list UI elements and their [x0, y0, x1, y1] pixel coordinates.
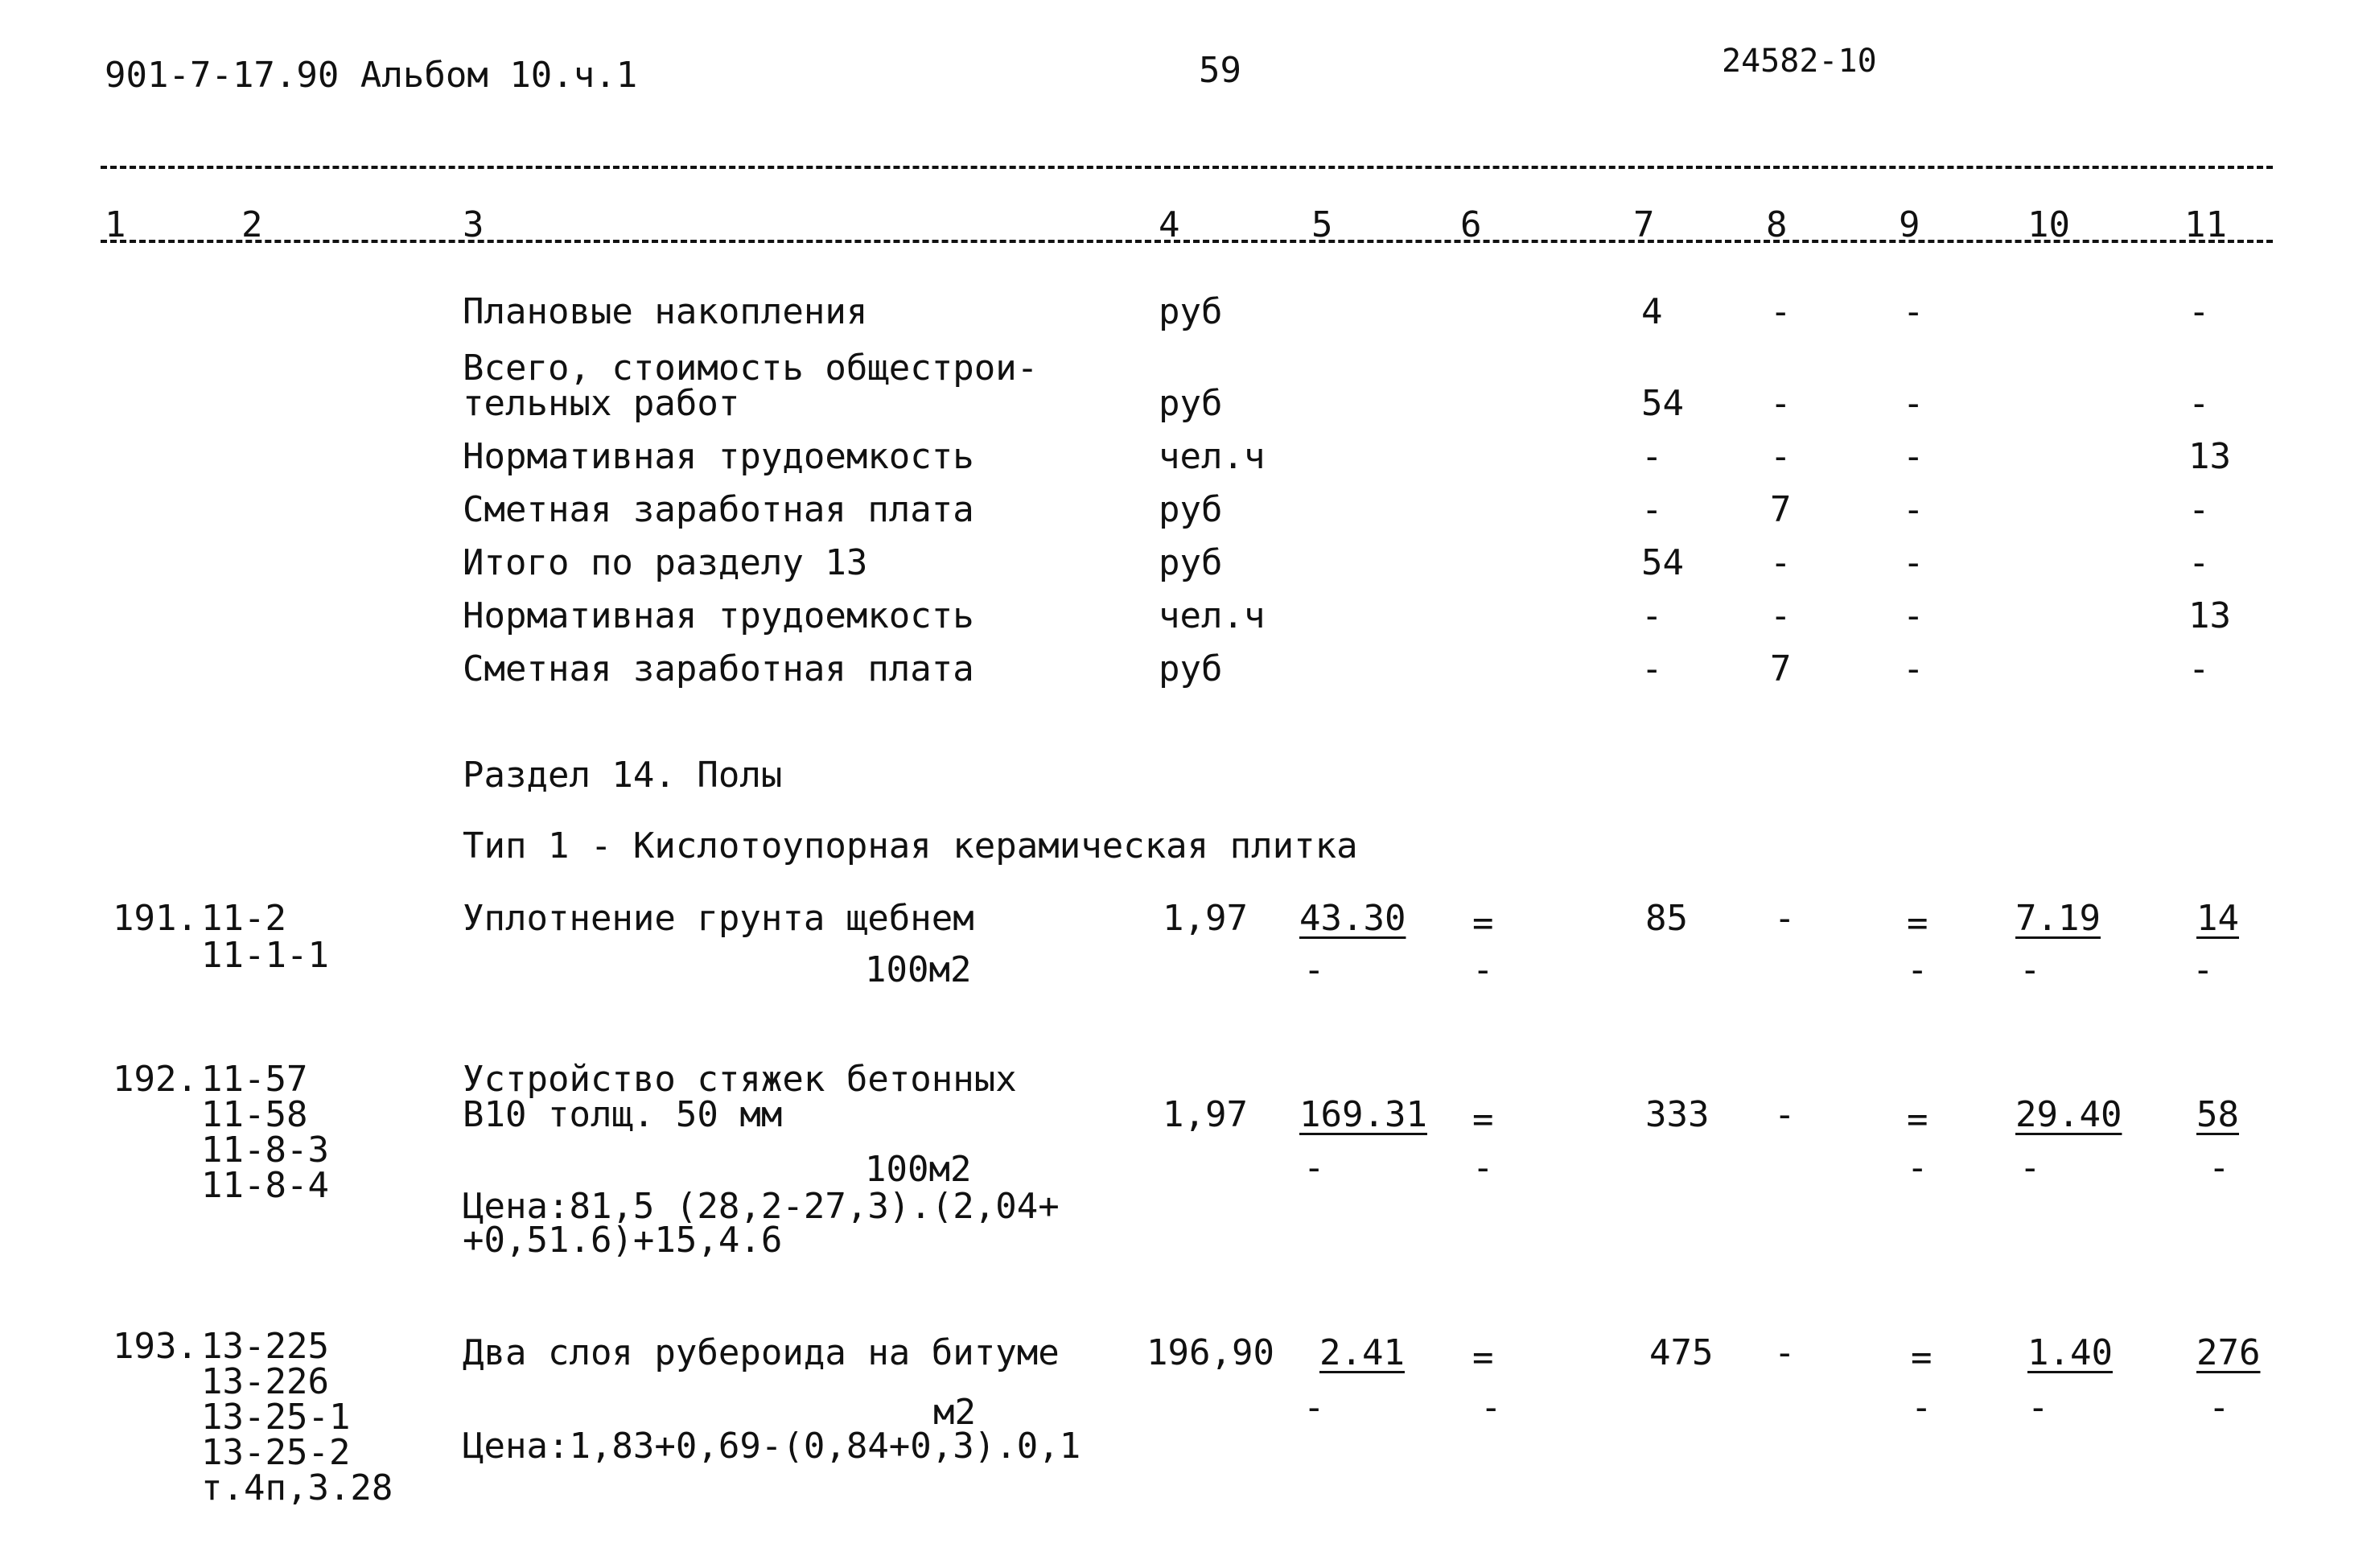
item-unit: м2	[933, 1392, 976, 1433]
item-code: 13-25-2	[201, 1432, 351, 1473]
row-unit: руб	[1159, 383, 1223, 424]
col-8: 8	[1766, 204, 1788, 245]
item-code: 11-58	[201, 1094, 308, 1135]
document-code: 901-7-17.90 Альбом 10.ч.1	[105, 55, 638, 96]
row-c7: 4	[1641, 291, 1663, 332]
item-c10: 7.19	[2015, 898, 2101, 939]
item-c9: =	[1911, 1337, 1933, 1378]
item-code: 11-8-4	[201, 1165, 329, 1206]
row-unit: чел.ч	[1159, 595, 1266, 636]
item-price: Цена:1,83+0,69-(0,84+0,3).0,1	[463, 1426, 1081, 1467]
row-name: Всего, стоимость общестрои-	[463, 348, 1039, 389]
col-11: 11	[2184, 204, 2227, 245]
row-c7: 54	[1641, 383, 1684, 424]
item-c9: =	[1907, 1099, 1928, 1140]
row-c8: 7	[1770, 648, 1792, 689]
item-description-cont: В10 толщ. 50 мм	[463, 1094, 783, 1135]
item-code: 11-1-1	[201, 935, 329, 976]
row-unit: руб	[1159, 489, 1223, 530]
row-name-cont: тельных работ	[463, 383, 740, 424]
row-name: Нормативная трудоемкость	[463, 436, 974, 477]
item-code: 13-225	[201, 1326, 329, 1367]
item-c11b: -	[2208, 1147, 2230, 1188]
item-codes	[201, 1059, 329, 1206]
row-c9: -	[1903, 383, 1924, 424]
col-4: 4	[1159, 204, 1180, 245]
item-c5b: -	[1303, 1147, 1325, 1188]
row-unit: руб	[1159, 291, 1223, 332]
col-1: 1	[105, 204, 126, 245]
item-c6: =	[1472, 903, 1494, 944]
item-c7: 475	[1649, 1332, 1714, 1373]
item-number: 192.	[113, 1059, 198, 1100]
item-codes	[201, 1326, 393, 1508]
item-number: 191.	[113, 898, 198, 939]
item-c6b: -	[1472, 1147, 1494, 1188]
item-c11b: -	[2208, 1387, 2230, 1428]
item-codes	[201, 898, 329, 976]
item-quantity: 1,97	[1163, 898, 1248, 939]
row-c8: -	[1770, 436, 1792, 477]
item-quantity: 1,97	[1163, 1094, 1248, 1135]
item-c6: =	[1472, 1099, 1494, 1140]
col-6: 6	[1460, 204, 1482, 245]
row-c11: 13	[2188, 595, 2231, 636]
item-c11: 14	[2196, 898, 2239, 939]
item-c6: =	[1472, 1337, 1494, 1378]
row-c9: -	[1903, 436, 1924, 477]
row-c7: -	[1641, 436, 1663, 477]
row-c11: 13	[2188, 436, 2231, 477]
table-header-rule	[101, 240, 2273, 243]
row-name: Плановые накопления	[463, 291, 868, 332]
item-c8: -	[1774, 898, 1796, 939]
row-c8: -	[1770, 542, 1792, 583]
row-c8: 7	[1770, 489, 1792, 530]
col-2: 2	[241, 204, 263, 245]
item-c9b: -	[1907, 1147, 1928, 1188]
item-c7: 85	[1645, 898, 1688, 939]
item-c6b: -	[1472, 949, 1494, 990]
item-c8: -	[1774, 1332, 1796, 1373]
item-c10b: -	[2027, 1387, 2049, 1428]
col-5: 5	[1311, 204, 1333, 245]
row-c11: -	[2188, 291, 2210, 332]
section-title: Раздел 14. Полы	[463, 755, 783, 796]
row-c8: -	[1770, 291, 1792, 332]
item-c10b: -	[2019, 949, 2041, 990]
col-9: 9	[1899, 204, 1920, 245]
row-name: Сметная заработная плата	[463, 489, 974, 530]
item-c8: -	[1774, 1094, 1796, 1135]
item-description: Уплотнение грунта щебнем	[463, 898, 974, 939]
row-name: Нормативная трудоемкость	[463, 595, 974, 636]
row-c11: -	[2188, 489, 2210, 530]
item-c10b: -	[2019, 1147, 2041, 1188]
row-name: Итого по разделу 13	[463, 542, 868, 583]
item-c9b: -	[1911, 1387, 1933, 1428]
item-c5: 43.30	[1299, 898, 1406, 939]
row-c11: -	[2188, 383, 2210, 424]
table-top-rule	[101, 166, 2273, 169]
row-c9: -	[1903, 291, 1924, 332]
item-c5: 169.31	[1299, 1094, 1427, 1135]
item-c6b: -	[1480, 1387, 1502, 1428]
row-c7: -	[1641, 595, 1663, 636]
col-7: 7	[1633, 204, 1655, 245]
item-quantity: 196,90	[1146, 1332, 1274, 1373]
row-unit: руб	[1159, 648, 1223, 689]
row-c7: -	[1641, 489, 1663, 530]
item-c5: 2.41	[1319, 1332, 1405, 1373]
item-code: 11-57	[201, 1059, 308, 1100]
row-c8: -	[1770, 383, 1792, 424]
item-description: Два слоя рубероида на битуме	[463, 1332, 1060, 1373]
item-code: 11-8-3	[201, 1130, 329, 1171]
col-3: 3	[463, 204, 484, 245]
col-10: 10	[2027, 204, 2070, 245]
item-code: 13-226	[201, 1361, 329, 1402]
item-c7: 333	[1645, 1094, 1710, 1135]
type-title: Тип 1 - Кислотоупорная керамическая плитка	[463, 825, 1358, 866]
row-c8: -	[1770, 595, 1792, 636]
item-price: Цена:81,5 (28,2-27,3).(2,04+	[463, 1186, 1060, 1227]
item-description: Устройство стяжек бетонных	[463, 1059, 1017, 1100]
row-c11: -	[2188, 648, 2210, 689]
item-c11b: -	[2192, 949, 2214, 990]
item-c10: 1.40	[2027, 1332, 2113, 1373]
item-c11: 58	[2196, 1094, 2239, 1135]
row-c7: -	[1641, 648, 1663, 689]
row-unit: чел.ч	[1159, 436, 1266, 477]
row-c9: -	[1903, 648, 1924, 689]
page-number: 59	[1199, 50, 1241, 91]
item-unit: 100м2	[865, 949, 972, 990]
item-c5b: -	[1303, 949, 1325, 990]
item-c5b: -	[1303, 1387, 1325, 1428]
item-code: 11-2	[201, 898, 286, 939]
item-c9: =	[1907, 903, 1928, 944]
item-unit: 100м2	[865, 1149, 972, 1190]
item-number: 193.	[113, 1326, 198, 1367]
item-c11: 276	[2196, 1332, 2261, 1373]
item-code: 13-25-1	[201, 1397, 351, 1438]
row-name: Сметная заработная плата	[463, 648, 974, 689]
row-c7: 54	[1641, 542, 1684, 583]
row-c9: -	[1903, 489, 1924, 530]
item-code: т.4п,3.28	[201, 1467, 393, 1508]
row-unit: руб	[1159, 542, 1223, 583]
row-c9: -	[1903, 595, 1924, 636]
archive-code: 24582-10	[1722, 43, 1877, 80]
row-c9: -	[1903, 542, 1924, 583]
row-c11: -	[2188, 542, 2210, 583]
item-price-cont: +0,51.6)+15,4.6	[463, 1220, 783, 1261]
item-c10: 29.40	[2015, 1094, 2122, 1135]
item-c9b: -	[1907, 949, 1928, 990]
